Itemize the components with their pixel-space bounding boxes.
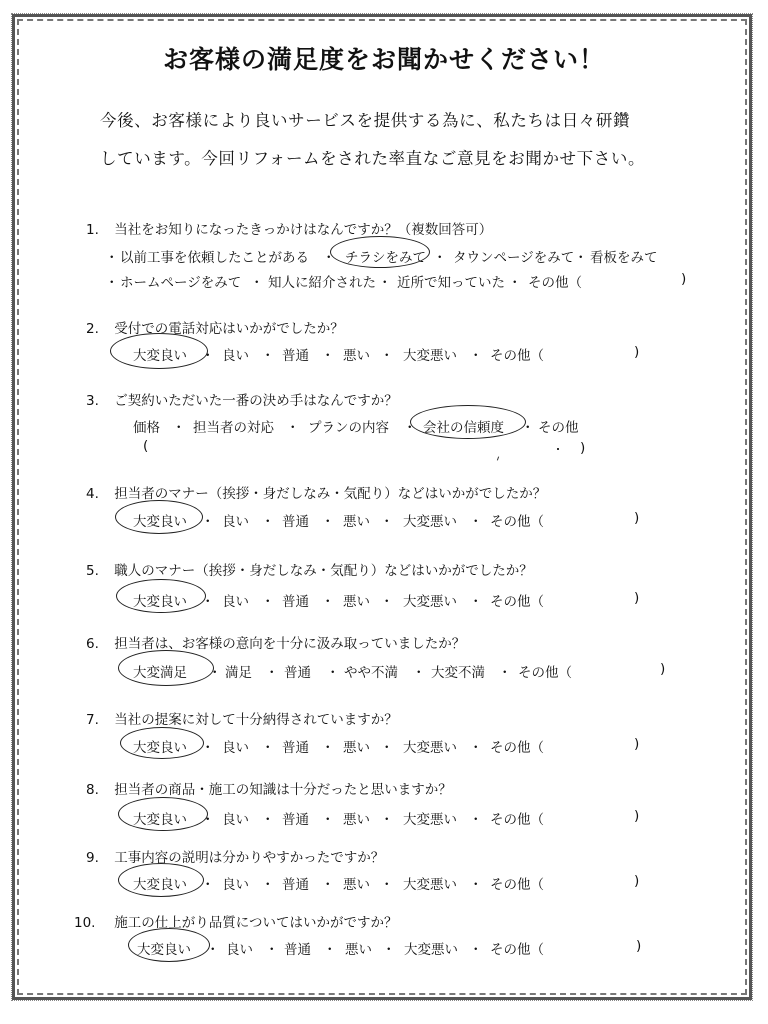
option-normal[interactable]: 普通 — [282, 514, 309, 530]
option-bad[interactable]: 悪い — [343, 348, 370, 364]
option-separator: ・ — [321, 812, 335, 828]
option-previous-work[interactable]: 以前工事を依頼したことがある — [120, 250, 309, 266]
option-flyer[interactable]: チラシをみて — [345, 250, 426, 266]
option-separator: ・ — [201, 812, 215, 828]
close-paren: ) — [634, 873, 640, 889]
option-normal[interactable]: 普通 — [284, 665, 311, 681]
option-other[interactable]: その他（ — [490, 812, 544, 828]
option-very-bad[interactable]: 大変悪い — [403, 514, 457, 530]
option-separator: ・ — [433, 250, 447, 266]
option-other[interactable]: その他（ — [490, 740, 544, 756]
option-separator: ・ — [326, 665, 340, 681]
option-very-bad[interactable]: 大変悪い — [403, 812, 457, 828]
option-separator: ・ — [380, 812, 394, 828]
option-good[interactable]: 良い — [222, 594, 249, 610]
option-separator: ・ — [574, 250, 588, 266]
option-very-good[interactable]: 大変良い — [137, 942, 191, 958]
close-paren: ) — [580, 440, 586, 456]
option-normal[interactable]: 普通 — [282, 812, 309, 828]
option-company-trust[interactable]: 会社の信頼度 — [423, 420, 504, 436]
question-number: 9. — [86, 850, 99, 866]
option-separator: ・ — [498, 665, 512, 681]
selected-answer-circle — [330, 236, 430, 268]
option-normal[interactable]: 普通 — [282, 348, 309, 364]
option-separator: ・ — [261, 514, 275, 530]
option-separator: ・ — [469, 348, 483, 364]
option-very-good[interactable]: 大変良い — [133, 740, 187, 756]
question-text: 担当者のマナー（挨拶・身だしなみ・気配り）などはいかがでしたか？ — [114, 486, 547, 502]
option-separator: ・ — [469, 594, 483, 610]
option-good[interactable]: 良い — [222, 740, 249, 756]
option-signboard[interactable]: 看板をみて — [590, 250, 658, 266]
option-good[interactable]: 良い — [226, 942, 253, 958]
question-9 — [86, 846, 384, 866]
question-8 — [86, 778, 452, 798]
option-satisfied[interactable]: 満足 — [225, 665, 252, 681]
question-5 — [86, 559, 533, 579]
option-very-bad[interactable]: 大変悪い — [403, 348, 457, 364]
selected-answer-circle — [128, 928, 210, 962]
option-separator: ・ — [265, 942, 279, 958]
option-separator: ・ — [201, 740, 215, 756]
option-separator: ・ — [382, 942, 396, 958]
option-normal[interactable]: 普通 — [282, 877, 309, 893]
close-paren: ) — [634, 344, 640, 360]
option-separator: ・ — [380, 877, 394, 893]
question-6 — [86, 632, 465, 652]
option-bad[interactable]: 悪い — [345, 942, 372, 958]
option-separator: ・ — [380, 740, 394, 756]
option-bad[interactable]: 悪い — [343, 740, 370, 756]
close-paren: ) — [660, 661, 666, 677]
close-paren: ) — [634, 510, 640, 526]
option-separator: ・ — [261, 877, 275, 893]
option-town-page[interactable]: タウンページをみて — [453, 250, 575, 266]
close-paren: ) — [634, 736, 640, 752]
selected-answer-circle — [115, 500, 203, 534]
question-number: 8. — [86, 782, 99, 798]
close-paren: ) — [634, 590, 640, 606]
option-separator: ・ — [321, 740, 335, 756]
selected-answer-circle — [110, 333, 208, 369]
option-very-good[interactable]: 大変良い — [133, 594, 187, 610]
question-text: 担当者の商品・施工の知識は十分だったと思いますか？ — [114, 782, 452, 798]
option-plan-content[interactable]: プランの内容 — [308, 420, 389, 436]
option-separator: ・ — [323, 942, 337, 958]
question-10 — [74, 911, 398, 931]
option-very-dissatisfied[interactable]: 大変不満 — [431, 665, 485, 681]
option-separator: ・ — [469, 514, 483, 530]
question-text: 職人のマナー（挨拶・身だしなみ・気配り）などはいかがでしたか？ — [114, 563, 533, 579]
option-very-good[interactable]: 大変良い — [133, 877, 187, 893]
option-separator: ・ — [261, 594, 275, 610]
question-number: 7. — [86, 712, 99, 728]
option-normal[interactable]: 普通 — [284, 942, 311, 958]
option-separator: ・ — [321, 514, 335, 530]
question-number: 2. — [86, 321, 99, 337]
option-separator: ・ — [380, 514, 394, 530]
option-separator: ・ — [105, 250, 119, 266]
question-text: 工事内容の説明は分かりやすかったですか？ — [114, 850, 385, 866]
option-separator: ・ — [261, 812, 275, 828]
close-paren: ) — [681, 271, 687, 287]
option-separator: ・ — [105, 275, 119, 291]
option-separator: ・ — [469, 740, 483, 756]
question-text: ご契約いただいた一番の決め手はなんですか？ — [114, 393, 398, 409]
option-separator: ・ — [261, 740, 275, 756]
option-good[interactable]: 良い — [222, 348, 249, 364]
question-7 — [86, 708, 398, 728]
option-other[interactable]: その他（ — [490, 348, 544, 364]
option-very-bad[interactable]: 大変悪い — [403, 594, 457, 610]
option-bad[interactable]: 悪い — [343, 514, 370, 530]
option-other[interactable]: その他（ — [518, 665, 572, 681]
option-very-good[interactable]: 大変良い — [133, 812, 187, 828]
option-other[interactable]: その他（ — [528, 275, 582, 291]
selected-answer-circle — [118, 863, 204, 897]
selected-answer-circle — [116, 579, 206, 613]
intro-line-1: 今後、お客様により良いサービスを提供する為に、私たちは日々研鑽 — [100, 111, 631, 130]
close-paren: ) — [634, 808, 640, 824]
selected-answer-circle — [120, 727, 204, 759]
option-neighborhood[interactable]: 近所で知っていた — [397, 275, 505, 291]
option-good[interactable]: 良い — [222, 877, 249, 893]
question-1 — [86, 218, 492, 238]
option-separator: ・ — [380, 594, 394, 610]
option-separator: ・ — [250, 275, 264, 291]
option-separator: ・ — [469, 812, 483, 828]
question-text: 当社の提案に対して十分納得されていますか？ — [114, 712, 398, 728]
question-4 — [86, 482, 546, 502]
option-very-good[interactable]: 大変良い — [133, 514, 187, 530]
option-other[interactable]: その他（ — [490, 594, 544, 610]
option-very-bad[interactable]: 大変悪い — [404, 942, 458, 958]
question-number: 5. — [86, 563, 99, 579]
option-slightly-dissatisfied[interactable]: やや不満 — [344, 665, 398, 681]
question-number: 4. — [86, 486, 99, 502]
close-paren: ) — [636, 938, 642, 954]
option-separator: ・ — [201, 348, 215, 364]
option-separator: ・ — [508, 275, 522, 291]
option-separator: ・ — [378, 275, 392, 291]
option-very-bad[interactable]: 大変悪い — [403, 877, 457, 893]
option-other[interactable]: その他 — [538, 420, 579, 436]
option-separator: ・ — [412, 665, 426, 681]
question-2 — [86, 317, 344, 337]
option-separator: ・ — [321, 877, 335, 893]
option-separator: ・ — [265, 665, 279, 681]
question-text: 担当者は、お客様の意向を十分に汲み取っていましたか？ — [114, 636, 466, 652]
question-number: 3. — [86, 393, 99, 409]
option-separator: ・ — [201, 877, 215, 893]
question-number: 1. — [86, 222, 99, 238]
option-separator: ・ — [208, 665, 222, 681]
question-3 — [86, 389, 398, 409]
selected-answer-circle — [410, 405, 526, 439]
question-number: 6. — [86, 636, 99, 652]
option-separator: ・ — [380, 348, 394, 364]
option-bad[interactable]: 悪い — [343, 812, 370, 828]
option-homepage[interactable]: ホームページをみて — [120, 275, 242, 291]
option-referral[interactable]: 知人に紹介された — [268, 275, 376, 291]
selected-answer-circle — [118, 797, 208, 831]
option-other[interactable]: その他（ — [490, 514, 544, 530]
option-good[interactable]: 良い — [222, 514, 249, 530]
option-other[interactable]: その他（ — [490, 877, 544, 893]
option-staff-response[interactable]: 担当者の対応 — [193, 420, 274, 436]
stray-pen-mark — [557, 448, 559, 450]
option-bad[interactable]: 悪い — [343, 877, 370, 893]
option-separator: ・ — [286, 420, 300, 436]
option-bad[interactable]: 悪い — [343, 594, 370, 610]
option-price[interactable]: 価格 — [133, 420, 160, 436]
selected-answer-circle — [118, 650, 214, 686]
option-separator: ・ — [201, 594, 215, 610]
option-separator: ・ — [261, 348, 275, 364]
question-text: 施工の仕上がり品質についてはいかがですか？ — [114, 915, 398, 931]
option-separator: ・ — [172, 420, 186, 436]
option-separator: ・ — [469, 942, 483, 958]
option-separator: ・ — [321, 594, 335, 610]
question-text: 当社をお知りになったきっかけはなんですか？（複数回答可） — [114, 222, 493, 238]
question-number: 10. — [74, 915, 96, 931]
option-good[interactable]: 良い — [222, 812, 249, 828]
option-normal[interactable]: 普通 — [282, 594, 309, 610]
option-separator: ・ — [469, 877, 483, 893]
survey-title: お客様の満足度をお聞かせください！ — [162, 45, 605, 74]
intro-line-2: しています。今回リフォームをされた率直なご意見をお聞かせ下さい。 — [100, 149, 646, 168]
question-text: 受付での電話対応はいかがでしたか？ — [114, 321, 344, 337]
option-normal[interactable]: 普通 — [282, 740, 309, 756]
open-paren: ( — [143, 438, 149, 454]
option-very-bad[interactable]: 大変悪い — [403, 740, 457, 756]
option-separator: ・ — [403, 420, 417, 436]
option-separator: ・ — [206, 942, 220, 958]
option-separator: ・ — [521, 420, 535, 436]
option-very-good[interactable]: 大変良い — [133, 348, 187, 364]
option-separator: ・ — [201, 514, 215, 530]
option-very-satisfied[interactable]: 大変満足 — [133, 665, 187, 681]
option-separator: ・ — [322, 250, 336, 266]
option-separator: ・ — [321, 348, 335, 364]
option-other[interactable]: その他（ — [490, 942, 544, 958]
